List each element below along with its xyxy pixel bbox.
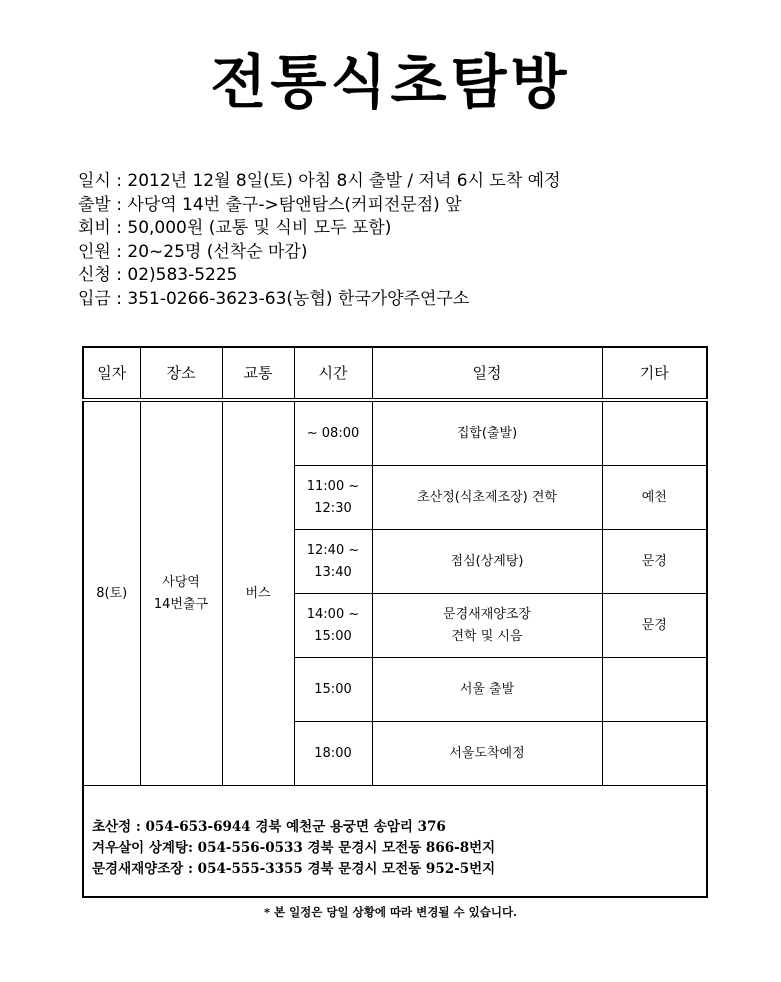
header-etc: 기타 — [602, 347, 707, 400]
event-info — [78, 170, 561, 311]
header-date: 일자 — [83, 347, 140, 400]
note-line: 초산정 : 054-653-6944 경북 예천군 용궁면 송암리 376 — [92, 818, 446, 835]
cell-schedule — [372, 722, 602, 786]
schedule-line: 점심(상계탕) — [450, 553, 524, 569]
cell-time — [294, 594, 372, 658]
header-transport: 교통 — [222, 347, 294, 400]
cell-time — [294, 530, 372, 594]
place-line2: 14번출구 — [153, 596, 209, 612]
time-line: 13:40 — [314, 564, 352, 580]
info-capacity: 인원 : 20~25명 (선착순 마감) — [78, 241, 308, 262]
schedule-line: 견학 및 시음 — [451, 628, 523, 644]
table-header-row — [83, 347, 707, 400]
cell-date: 8(토) — [83, 400, 140, 786]
notes-row — [83, 786, 707, 898]
page-title: 전통식초탐방 — [210, 48, 571, 116]
note-line: 문경새재양조장 : 054-555-3355 경북 문경시 모전동 952-5번지 — [92, 860, 496, 877]
info-fee: 회비 : 50,000원 (교통 및 식비 모두 포함) — [78, 218, 392, 238]
schedule-line: 집합(출발) — [456, 425, 518, 441]
cell-schedule — [372, 466, 602, 530]
time-line: 11:00 ~ — [306, 478, 360, 494]
schedule-line: 문경새재양조장 — [443, 606, 531, 622]
info-date: 일시 : 2012년 12월 8일(토) 아침 8시 출발 / 저녁 6시 도착 예정 — [78, 171, 561, 191]
time-line: 12:30 — [314, 500, 352, 516]
cell-place — [140, 400, 222, 786]
cell-schedule — [372, 530, 602, 594]
info-deposit: 입금 : 351-0266-3623-63(농협) 한국가양주연구소 — [78, 288, 470, 309]
cell-etc: 문경 — [602, 594, 707, 658]
time-line: 18:00 — [314, 745, 352, 761]
schedule-line: 초산정(식초제조장) 견학 — [417, 489, 557, 505]
table-row — [83, 400, 707, 466]
time-line: 14:00 ~ — [306, 606, 360, 622]
cell-schedule — [372, 400, 602, 466]
header-place: 장소 — [140, 347, 222, 400]
schedule-table — [82, 346, 708, 898]
cell-etc: 예천 — [602, 466, 707, 530]
cell-time — [294, 466, 372, 530]
cell-transport: 버스 — [222, 400, 294, 786]
note-line: 겨우살이 상계탕: 054-556-0533 경북 문경시 모전동 866-8번지 — [92, 839, 496, 856]
info-application: 신청 : 02)583-5225 — [78, 265, 238, 285]
time-line: ~ 08:00 — [306, 425, 360, 441]
notes-cell — [83, 786, 707, 898]
cell-etc: 문경 — [602, 530, 707, 594]
cell-etc — [602, 658, 707, 722]
cell-etc — [602, 400, 707, 466]
info-departure: 출발 : 사당역 14번 출구->탐앤탐스(커피전문점) 앞 — [78, 194, 462, 215]
place-line1: 사당역 — [162, 574, 200, 590]
cell-time — [294, 658, 372, 722]
cell-time — [294, 722, 372, 786]
cell-schedule — [372, 658, 602, 722]
cell-schedule — [372, 594, 602, 658]
schedule-line: 서울 출발 — [459, 681, 515, 697]
cell-time — [294, 400, 372, 466]
time-line: 12:40 ~ — [306, 542, 360, 558]
time-line: 15:00 — [314, 628, 352, 644]
header-time: 시간 — [294, 347, 372, 400]
time-line: 15:00 — [314, 681, 352, 697]
header-schedule: 일정 — [372, 347, 602, 400]
schedule-line: 서울도착예정 — [449, 745, 525, 761]
footnote: * 본 일정은 당일 상황에 따라 변경될 수 있습니다. — [263, 905, 518, 919]
cell-etc — [602, 722, 707, 786]
